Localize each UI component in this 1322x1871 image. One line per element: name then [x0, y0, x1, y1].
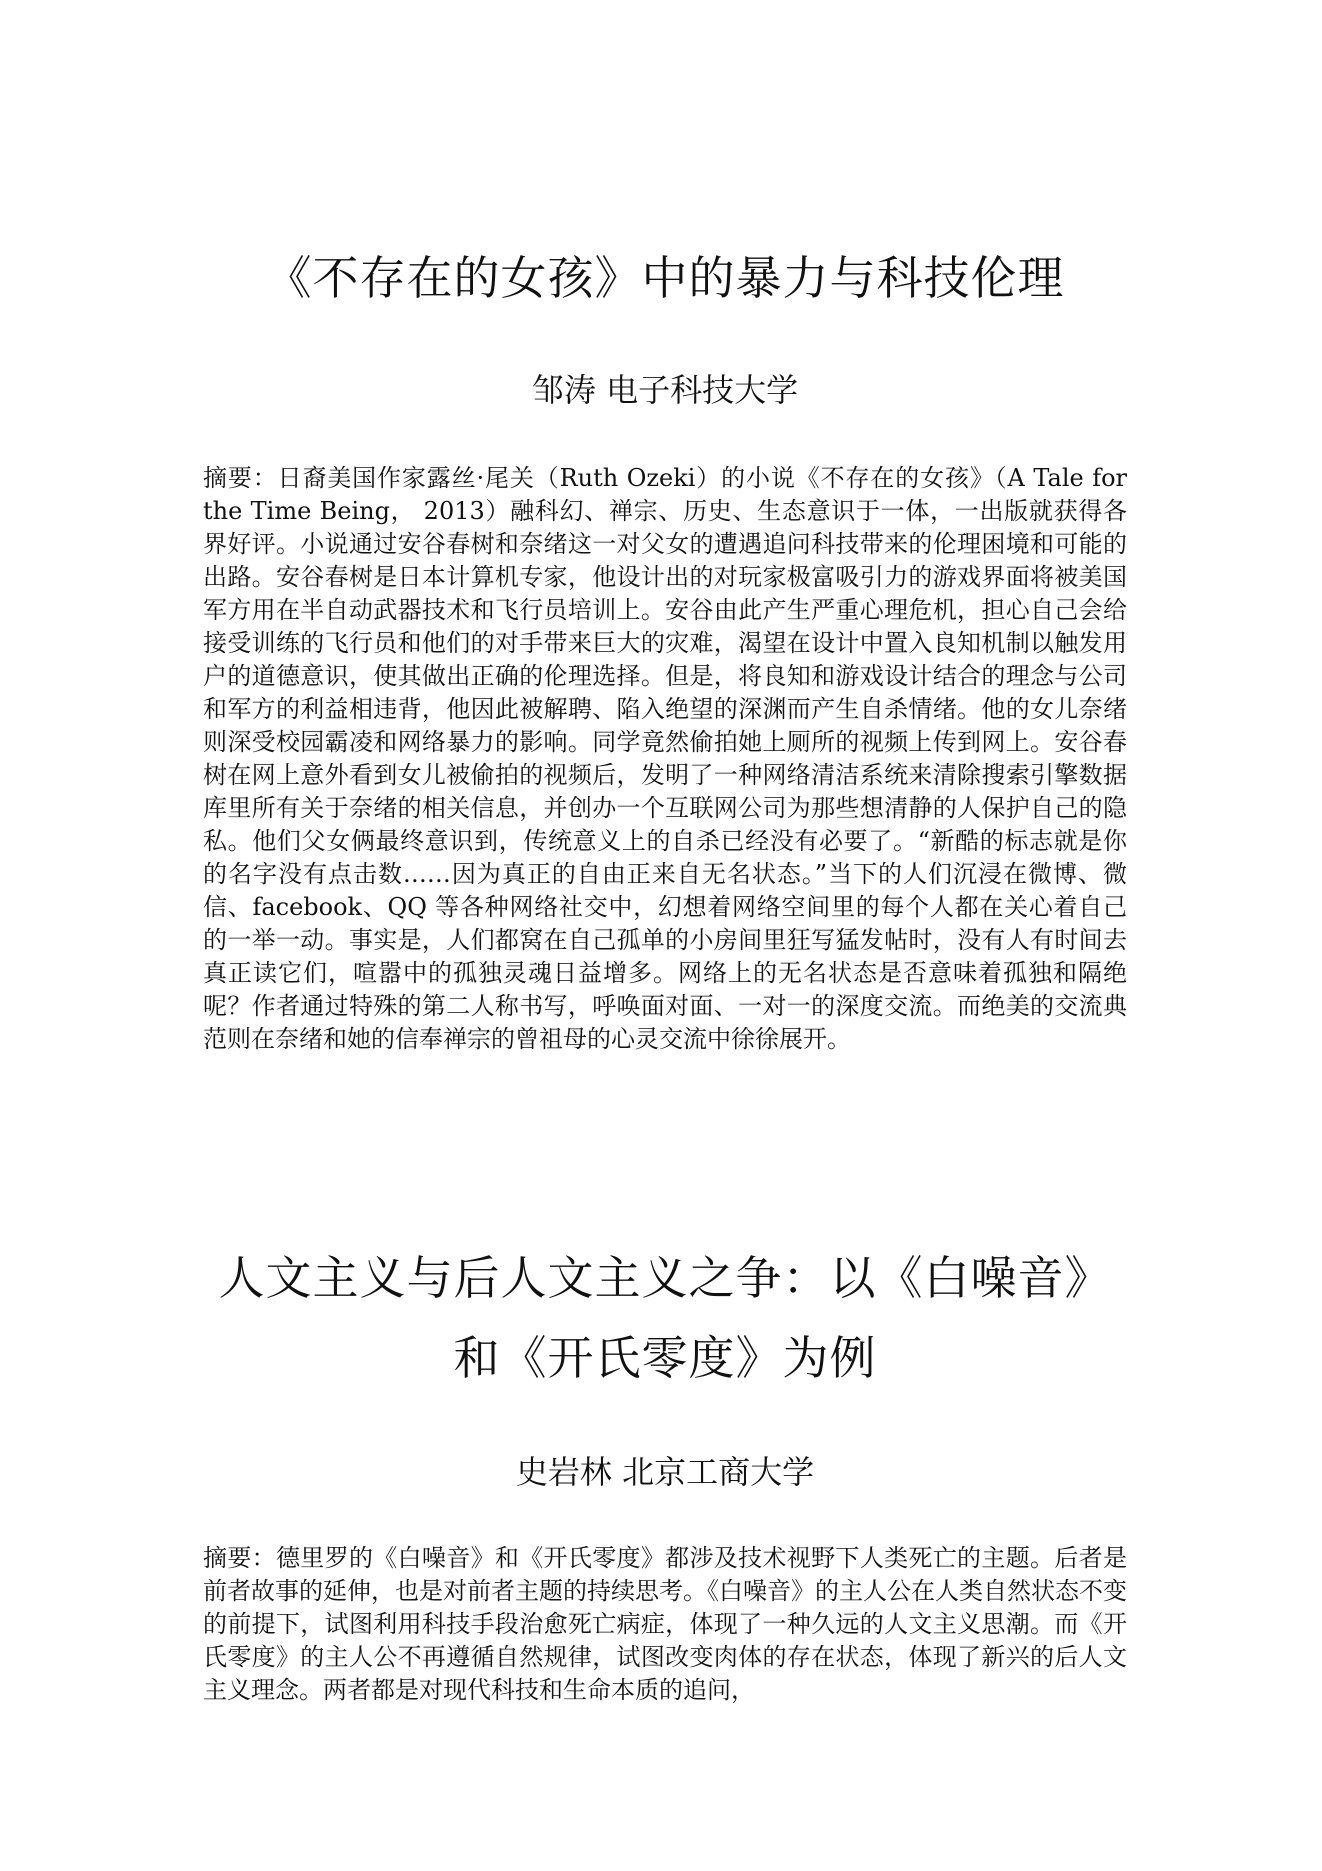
- article-1-author: 邹涛 电子科技大学: [531, 371, 799, 409]
- article-2-author: 史岩林 北京工商大学: [515, 1453, 815, 1491]
- article-2: [203, 1238, 1127, 1707]
- article-1-title: 《不存在的女孩》中的暴力与科技伦理: [265, 251, 1065, 305]
- article-2-title-line1: 人文主义与后人文主义之争：以《白噪音》: [218, 1251, 1112, 1305]
- article-2-title-line2: 和《开氏零度》为例: [453, 1331, 877, 1385]
- article-2-abstract: 摘要：德里罗的《白噪音》和《开氏零度》都涉及技术视野下人类死亡的主题。后者是前者故事的延伸，也是对前者主题的持续思考。《白噪音》的主人公在人类自然状态不变的前提下，试图利用科技手段治愈死亡病症，体现了一种久远的人文主义思潮。而《开氏零度》的主人公不再遵循自然规律，试图改变肉体的存在状态，体现了新兴的后人文主义理念。两者都是对现代科技和生命本质的追问，: [203, 1544, 1127, 1704]
- article-1: [203, 238, 1127, 1056]
- article-1-abstract: 摘要：日裔美国作家露丝·尾关（Ruth Ozeki）的小说《不存在的女孩》（A Tale for the Time Being， 2013）融科幻、禅宗、历史、生态意识于一体，一出版就获得各界好评。小说通过安谷春树和奈绪这一对父女的遭遇追问科技带来的伦理困境和可能的出路。安谷春树是日本计算机专家，他设计出的对玩家极富吸引力的游戏界面将被美国军方用在半自动武器技术和飞行员培训上。安谷由此产生严重心理危机，担心自己会给接受训练的飞行员和他们的对手带来巨大的灾难，渴望在设计中置入良知机制以触发用户的道德意识，使其做出正确的伦理选择。但是，将良知和游戏设计结合的理念与公司和军方的利益相违背，他因此被解聘、陷入绝望的深渊而产生自杀情绪。他的女儿奈绪则深受校园霸凌和网络暴力的影响。同学竟然偷拍她上厕所的视频上传到网上。安谷春树在网上意外看到女儿被偷拍的视频后，发明了一种网络清洁系统来清除搜索引擎数据库里所有关于奈绪的相关信息，并创办一个互联网公司为那些想清静的人保护自己的隐私。他们父女俩最终意识到，传统意义上的自杀已经没有必要了。“新酷的标志就是你的名字没有点击数……因为真正的自由正来自无名状态。”当下的人们沉浸在微博、微信、facebook、QQ 等各种网络社交中，幻想着网络空间里的每个人都在关心着自己的一举一动。事实是，人们都窝在自己孤单的小房间里狂写猛发帖时，没有人有时间去真正读它们，喧嚣中的孤独灵魂日益增多。网络上的无名状态是否意味着孤独和隔绝呢？作者通过特殊的第二人称书写，呼唤面对面、一对一的深度交流。而绝美的交流典范则在奈绪和她的信奉禅宗的曾祖母的心灵交流中徐徐展开。: [203, 464, 1127, 1053]
